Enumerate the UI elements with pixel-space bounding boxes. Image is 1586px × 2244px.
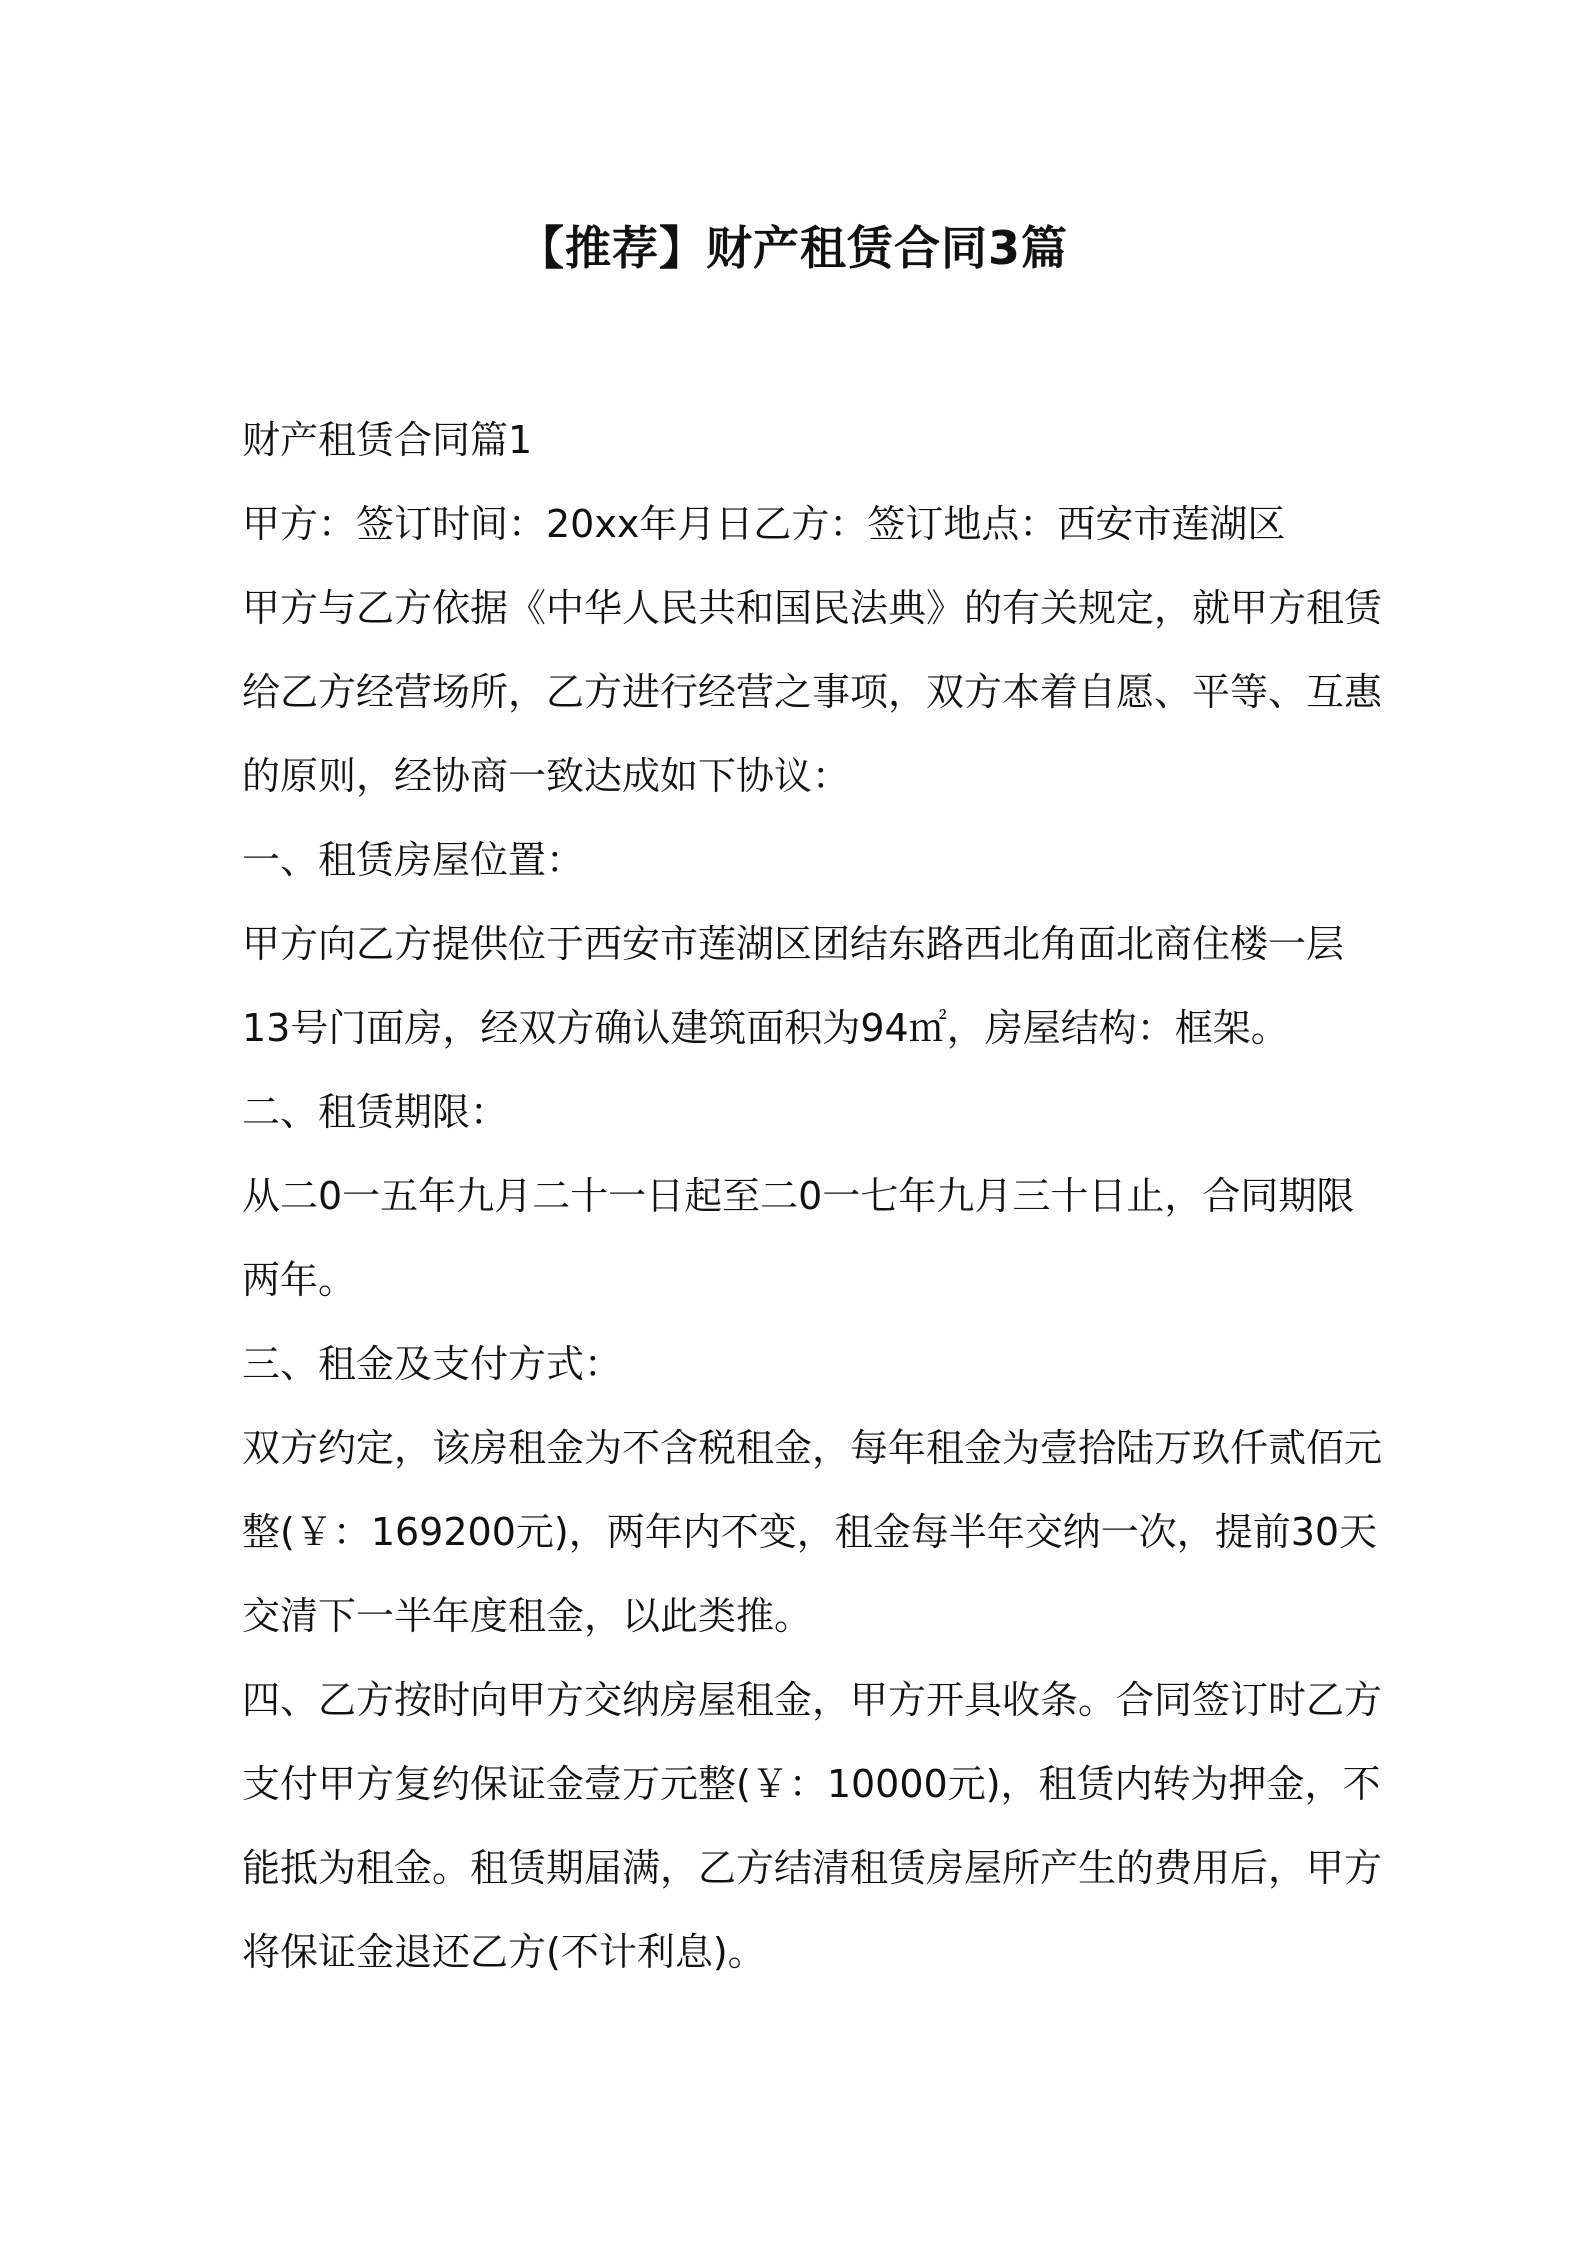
document-title: 【推荐】财产租赁合同3篇 — [517, 221, 1068, 275]
clause-heading: 三、租金及支付方式： — [242, 1342, 623, 1386]
paragraph-line: 将保证金退还乙方(不计利息)。 — [242, 1930, 766, 1974]
paragraph-line: 甲方与乙方依据《中华人民共和国民法典》的有关规定，就甲方租赁 — [242, 586, 1383, 630]
clause-heading: 一、租赁房屋位置： — [242, 838, 585, 882]
section-heading: 财产租赁合同篇1 — [242, 418, 533, 462]
clause-heading: 二、租赁期限： — [242, 1090, 509, 1134]
paragraph-line: 整(￥：169200元)，两年内不变，租金每半年交纳一次，提前30天 — [242, 1510, 1378, 1554]
paragraph-line: 给乙方经营场所，乙方进行经营之事项，双方本着自愿、平等、互惠 — [242, 670, 1383, 714]
paragraph-line: 从二0一五年九月二十一日起至二0一七年九月三十日止，合同期限 — [242, 1174, 1355, 1218]
paragraph-line: 甲方：签订时间：20xx年月日乙方：签订地点：西安市莲湖区 — [242, 502, 1286, 546]
paragraph-line: 两年。 — [242, 1258, 357, 1302]
paragraph-line: 的原则，经协商一致达成如下协议： — [242, 754, 851, 798]
paragraph-line: 13号门面房，经双方确认建筑面积为94㎡，房屋结构：框架。 — [242, 1006, 1289, 1050]
paragraph-line: 支付甲方复约保证金壹万元整(￥：10000元)，租赁内转为押金，不 — [242, 1762, 1381, 1806]
paragraph-line: 交清下一半年度租金，以此类推。 — [242, 1594, 813, 1638]
paragraph-line: 能抵为租金。租赁期届满，乙方结清租赁房屋所产生的费用后，甲方 — [242, 1846, 1383, 1890]
paragraph-line: 甲方向乙方提供位于西安市莲湖区团结东路西北角面北商住楼一层 — [242, 922, 1345, 966]
paragraph-line: 四、乙方按时向甲方交纳房屋租金，甲方开具收条。合同签订时乙方 — [242, 1678, 1383, 1722]
paragraph-line: 双方约定，该房租金为不含税租金，每年租金为壹拾陆万玖仟贰佰元 — [242, 1426, 1383, 1470]
document-body — [242, 398, 1383, 1994]
